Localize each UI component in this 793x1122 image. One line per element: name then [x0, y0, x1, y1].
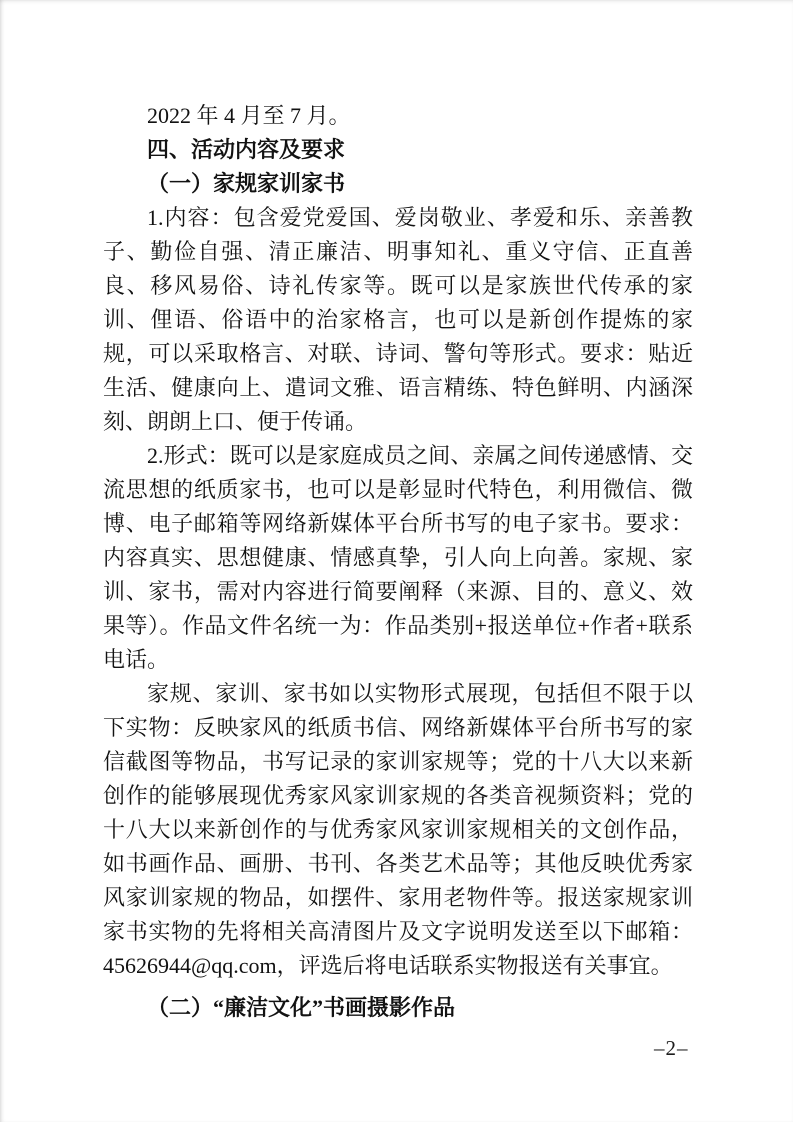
- section-heading-activity-content: 四、活动内容及要求: [147, 137, 346, 162]
- document-body: [103, 99, 693, 1025]
- page-number: –2–: [654, 1036, 689, 1060]
- paragraph-content-requirements: 1.内容：包含爱党爱国、爱岗敬业、孝爱和乐、亲善教子、勤俭自强、清正廉洁、明事知礼、重义守信、正直善良、移风易俗、诗礼传家等。既可以是家族世代传承的家训、俚语、俗语中的治家格言，也可以是新创作提炼的家规，可以采取格言、对联、诗词、警句等形式。要求：贴近生活、健康向上、遣词文雅、语言精练、特色鲜明、内涵深刻、朗朗上口、便于传诵。: [103, 205, 693, 434]
- subsection-heading-integrity-culture: （二）“廉洁文化”书画摄影作品: [147, 995, 456, 1020]
- paragraph-physical-items-submission: 家规、家训、家书如以实物形式展现，包括但不限于以下实物：反映家风的纸质书信、网络新媒体平台所书写的家信截图等物品，书写记录的家训家规等；党的十八大以来新创作的能够展现优秀家风家训家规的各类音视频资料；党的十八大以来新创作的与优秀家风家训家规相关的文创作品，如书画作品、画册、书刊、各类艺术品等；其他反映优秀家风家训家规的物品，如摆件、家用老物件等。报送家规家训家书实物的先将相关高清图片及文字说明发送至以下邮箱：45626944@qq.com，评选后将电话联系实物报送有关事宜。: [103, 681, 693, 978]
- date-range-line: 2022 年 4 月至 7 月。: [147, 103, 351, 128]
- subsection-heading-family-rules: （一）家规家训家书: [147, 171, 346, 196]
- paragraph-format-requirements: 2.形式：既可以是家庭成员之间、亲属之间传递感情、交流思想的纸质家书，也可以是彰显时代特色，利用微信、微博、电子邮箱等网络新媒体平台所书写的电子家书。要求：内容真实、思想健康、情感真挚，引人向上向善。家规、家训、家书，需对内容进行简要阐释（来源、目的、意义、效果等）。作品文件名统一为：作品类别+报送单位+作者+联系电话。: [103, 443, 693, 672]
